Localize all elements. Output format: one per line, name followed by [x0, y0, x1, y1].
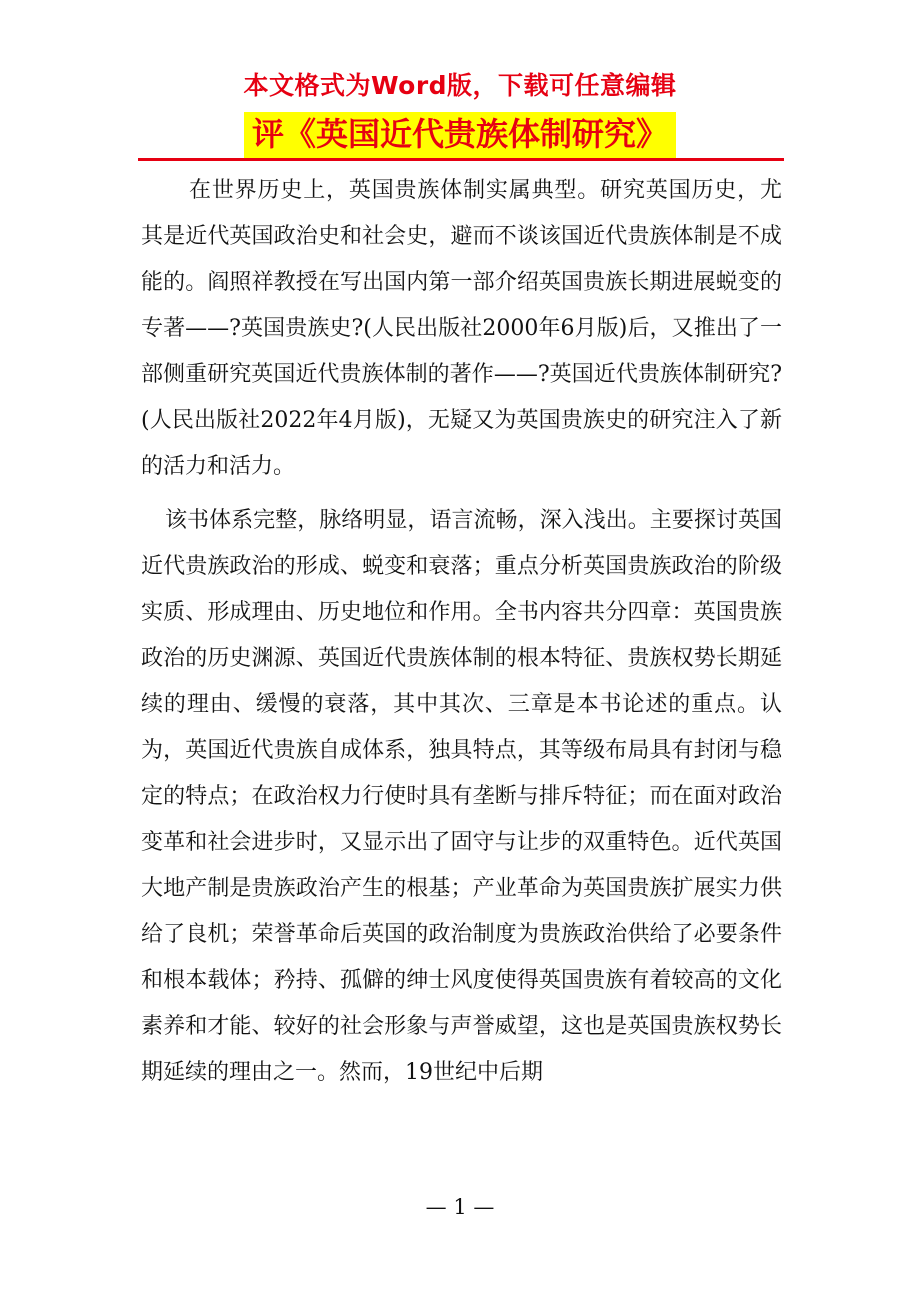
- document-body: [141, 168, 782, 1096]
- paragraph-2: 该书体系完整，脉络明显，语言流畅，深入浅出。主要探讨英国近代贵族政治的形成、蜕变和衰落；重点分析英国贵族政治的阶级实质、形成理由、历史地位和作用。全书内容共分四章：英国贵族政治的历史渊源、英国近代贵族体制的根本特征、贵族权势长期延续的理由、缓慢的衰落，其中其次、三章是本书论述的重点。认为，英国近代贵族自成体系，独具特点，其等级布局具有封闭与稳定的特点；在政治权力行使时具有垄断与排斥特征；而在面对政治变革和社会进步时，又显示出了固守与让步的双重特色。近代英国大地产制是贵族政治产生的根基；产业革命为英国贵族扩展实力供给了良机；荣誉革命后英国的政治制度为贵族政治供给了必要条件和根本载体；矜持、孤僻的绅士风度使得英国贵族有着较高的文化素养和才能、较好的社会形象与声誉威望，这也是英国贵族权势长期延续的理由之一。然而，19世纪中后期: [141, 508, 782, 1085]
- download-banner: 本文格式为Word版，下载可任意编辑: [243, 71, 677, 100]
- title-wrapper: [0, 112, 920, 158]
- paragraph-1: 在世界历史上，英国贵族体制实属典型。研究英国历史，尤其是近代英国政治史和社会史，避而不谈该国近代贵族体制是不成能的。阎照祥教授在写出国内第一部介绍英国贵族长期进展蜕变的专著——?英国贵族史?(人民出版社2000年6月版)后，又推出了一部侧重研究英国近代贵族体制的著作——?英国近代贵族体制研究?(人民出版社2022年4月版)，无疑又为英国贵族史的研究注入了新的活力和活力。: [141, 178, 782, 479]
- page-number: — 1 —: [425, 1195, 495, 1219]
- document-title: 评《英国近代贵族体制研究》: [244, 112, 676, 158]
- title-divider: [138, 158, 784, 161]
